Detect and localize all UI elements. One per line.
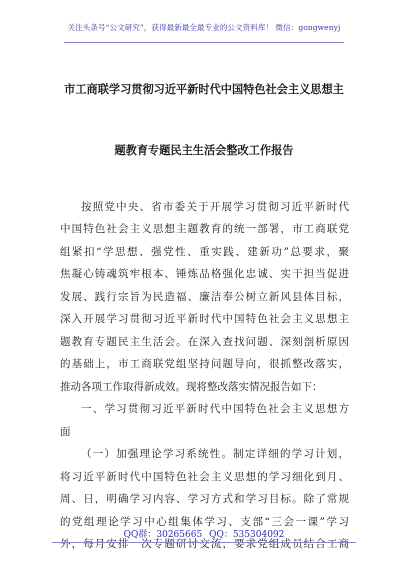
body-paragraph-line: 焦凝心铸魂筑牢根本、锤炼品格强化忠诚、实干担当促进 [60, 268, 349, 280]
body-paragraph-line: 将习近平新时代中国特色社会主义思想的学习细化到月、 [60, 471, 349, 483]
body-paragraph-line: 发展、践行宗旨为民造福、廉洁奉公树立新风县体目标， [60, 291, 349, 303]
body-paragraph-line: 推动各项工作取得新成效。现将整改落实情况报告如下： [60, 381, 323, 393]
document-title-line-2: 题教育专题民主生活会整改工作报告 [114, 144, 294, 157]
body-paragraph-line: 按照党中央、省市委关于开展学习贯彻习近平新时代 [81, 201, 349, 213]
header-divider [64, 42, 344, 43]
body-paragraph-line: 周、日，明确学习内容、学习方式和学习目标。除了常规 [60, 493, 349, 505]
body-paragraph-line: 的基础上，市工商联党组坚持问题导向，很抓整改落实， [60, 358, 349, 370]
body-paragraph-line: 中国特色社会主义思想主题教育的统一部署，市工商联党 [60, 223, 349, 235]
document-title-line-1: 市工商联学习贯彻习近平新时代中国特色社会主义思想主 [64, 83, 344, 96]
footer-qq: QQ：535304092 [209, 530, 285, 540]
body-paragraph-line: 组紧扣“学思想、强党性、重实践、建新功”总要求，聚 [60, 246, 349, 258]
body-paragraph-line: 外，每月安排一次专题研讨交流，要求党组成员结合工商 [60, 538, 349, 550]
body-paragraph-line: 的党组理论学习中心组集体学习、支部“三会一课”学习 [60, 516, 349, 528]
footer-qq-group: QQ群：30265665 [123, 530, 203, 540]
body-paragraph-line: （一）加强理论学习系统性。制定详细的学习计划， [81, 448, 349, 460]
page-header-note: 关注头条号“公文研究”，获得最新最全最专业的公文资料库！ 微信：gongwenyj [67, 23, 341, 32]
body-paragraph-line: 深入开展学习贯彻习近平新时代中国特色社会主义思想主 [60, 313, 349, 325]
footer-divider [52, 542, 356, 543]
section-heading-line: 一、学习贯彻习近平新时代中国特色社会主义思想方 [81, 403, 349, 415]
page-footer [0, 527, 408, 540]
body-paragraph-line: 题教育专题民主生活会。在深入查找问题、深刻剖析原因 [60, 336, 349, 348]
section-heading-line: 面 [60, 426, 71, 438]
